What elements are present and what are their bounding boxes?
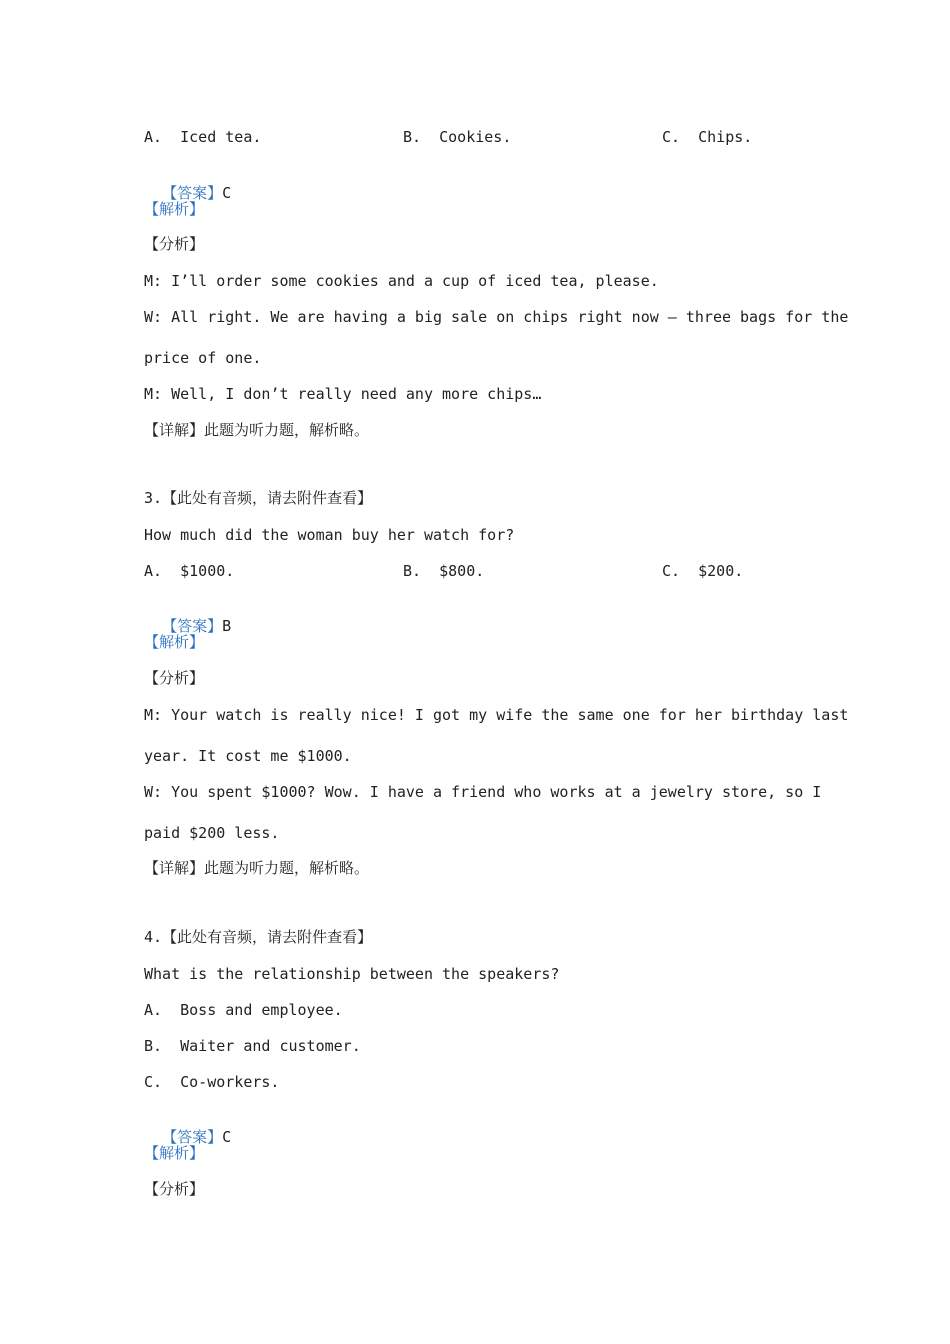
q3-dialogue-line: year. It cost me $1000. (144, 747, 352, 765)
q3-fenxi-tag: 【分析】 (144, 669, 205, 687)
q3-answer-line (144, 596, 232, 635)
q2-option-c: C. Chips. (662, 128, 753, 146)
q3-question: How much did the woman buy her watch for? (144, 526, 515, 544)
q3-answer-value: B (222, 617, 232, 635)
q4-question: What is the relationship between the speakers? (144, 965, 560, 983)
q4-answer-value: C (222, 1128, 232, 1146)
q2-option-a: A. Iced tea. (144, 128, 262, 146)
q3-option-a: A. $1000. (144, 562, 235, 580)
q3-dialogue-line: M: Your watch is really nice! I got my wife the same one for her birthday last (144, 706, 849, 724)
q2-dialogue-line: W: All right. We are having a big sale on chips right now — three bags for the (144, 308, 849, 326)
q3-detail: 【详解】此题为听力题，解析略。 (144, 859, 370, 877)
q3-title: 3.【此处有音频，请去附件查看】 (144, 489, 373, 507)
q4-option-c: C. Co-workers. (144, 1073, 280, 1091)
q3-dialogue-line: paid $200 less. (144, 824, 280, 842)
q2-dialogue-line: price of one. (144, 349, 262, 367)
q4-answer-tag: 【答案】 (162, 1128, 223, 1146)
q3-option-b: B. $800. (403, 562, 485, 580)
q4-option-a: A. Boss and employee. (144, 1001, 343, 1019)
q4-fenxi-tag: 【分析】 (144, 1180, 205, 1198)
q4-analysis-tag: 【解析】 (144, 1144, 205, 1162)
q4-option-b: B. Waiter and customer. (144, 1037, 361, 1055)
q4-title: 4.【此处有音频，请去附件查看】 (144, 928, 373, 946)
q2-dialogue-line: M: Well, I don’t really need any more chips… (144, 385, 542, 403)
q2-fenxi-tag: 【分析】 (144, 235, 205, 253)
q2-answer-line (144, 163, 232, 202)
q2-dialogue-line: M: I’ll order some cookies and a cup of iced tea, please. (144, 272, 659, 290)
q2-analysis-tag: 【解析】 (144, 200, 205, 218)
q4-answer-line (144, 1107, 232, 1146)
q3-answer-tag: 【答案】 (162, 617, 223, 635)
q2-answer-value: C (222, 184, 232, 202)
q3-analysis-tag: 【解析】 (144, 633, 205, 651)
q2-answer-tag: 【答案】 (162, 184, 223, 202)
q3-dialogue-line: W: You spent $1000? Wow. I have a friend who works at a jewelry store, so I (144, 783, 822, 801)
q3-option-c: C. $200. (662, 562, 744, 580)
q2-option-b: B. Cookies. (403, 128, 512, 146)
q2-detail: 【详解】此题为听力题，解析略。 (144, 421, 370, 439)
